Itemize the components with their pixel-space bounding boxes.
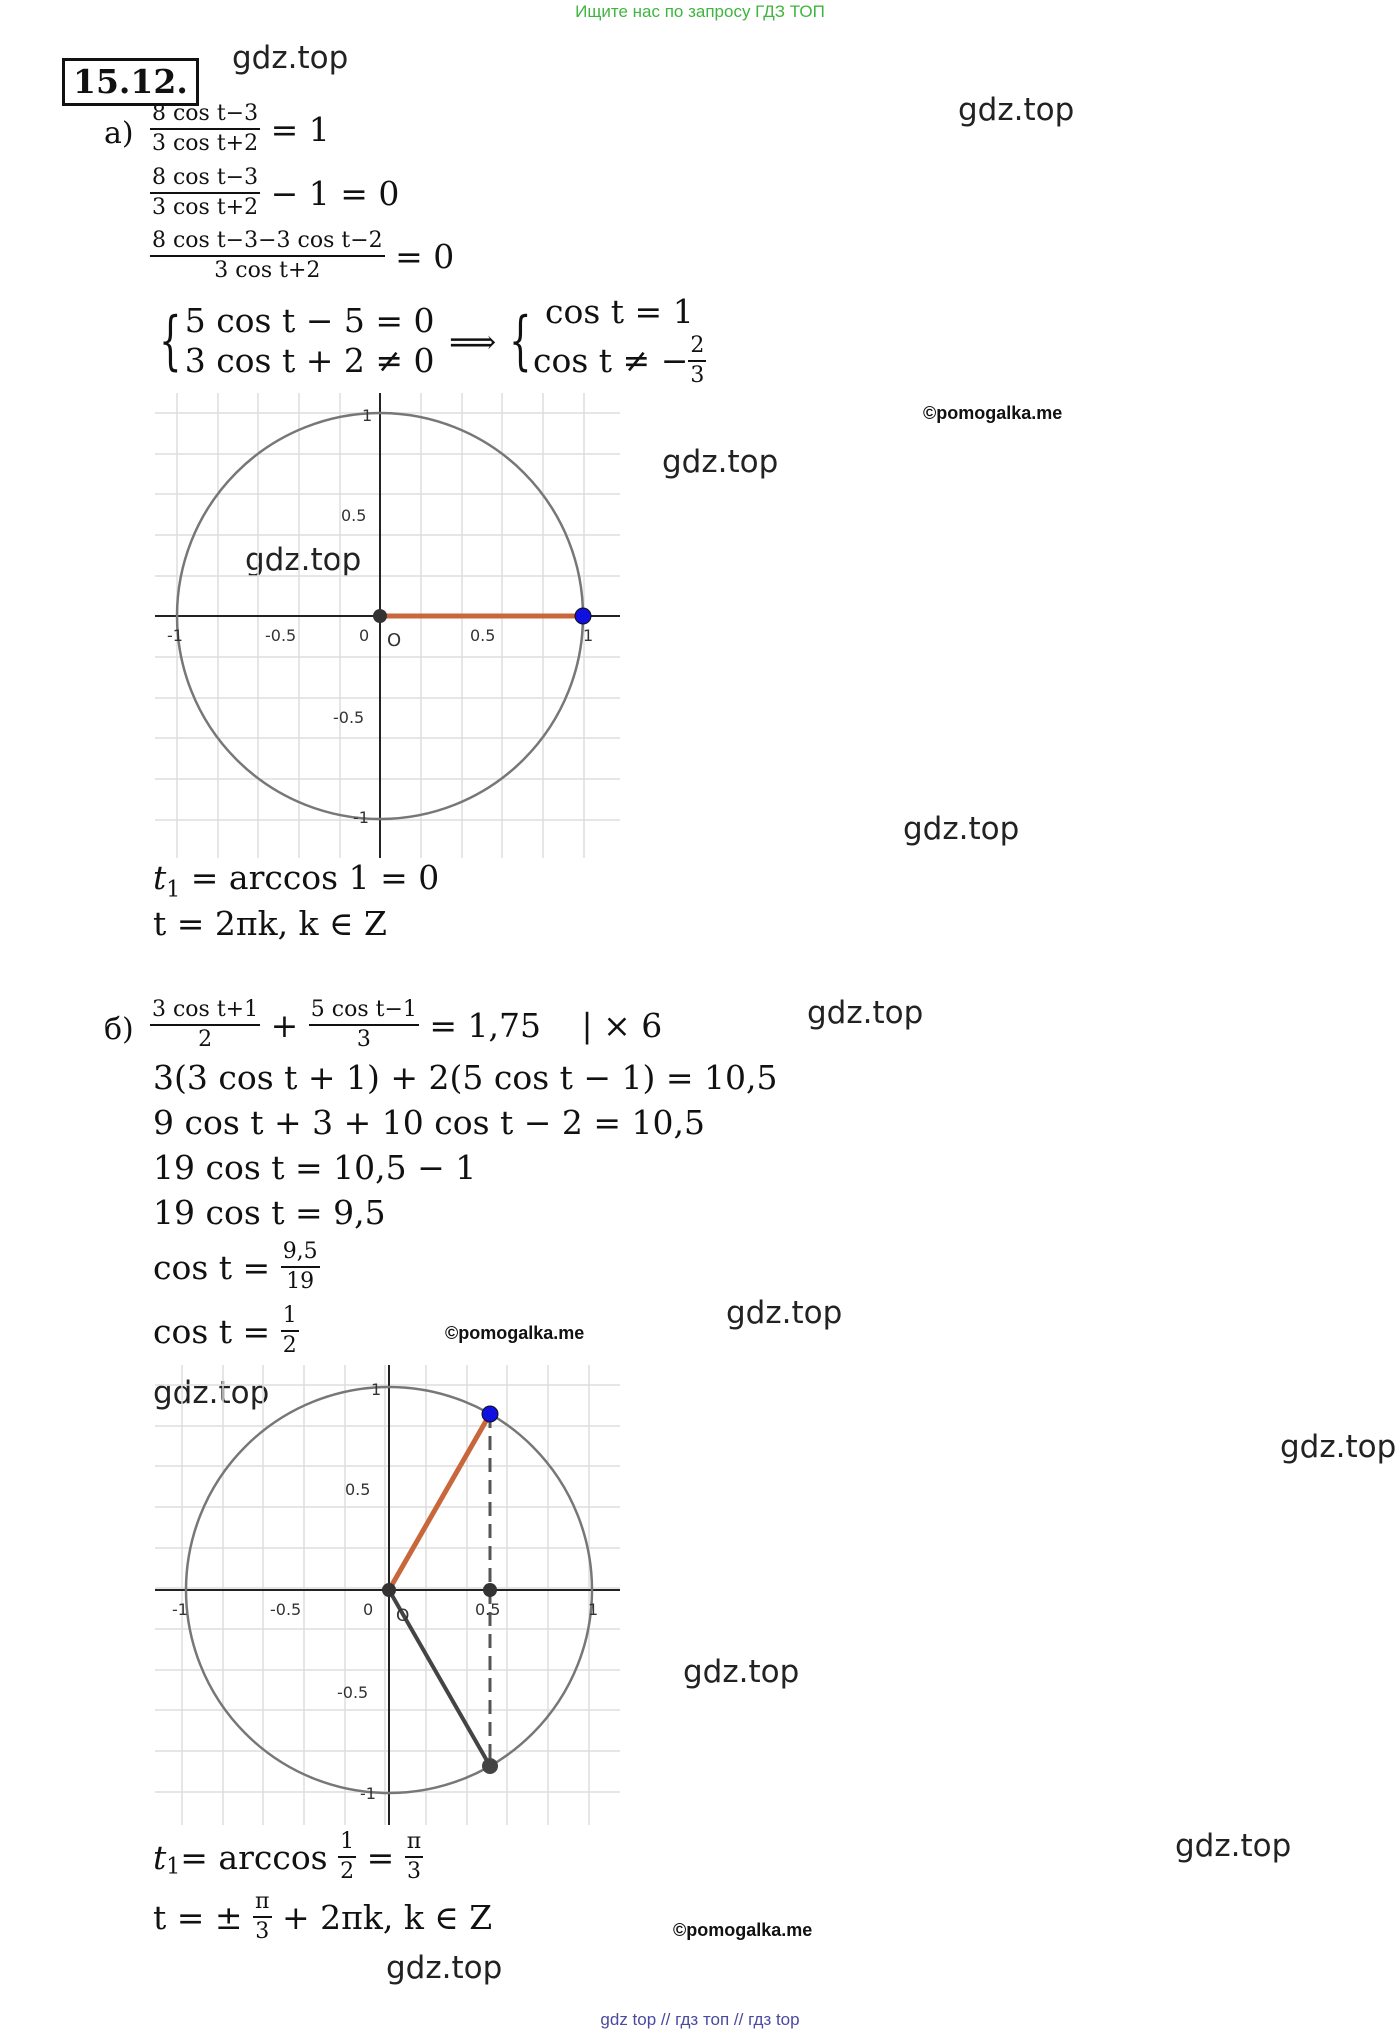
equation-rhs: − 1 = 0 (270, 173, 400, 213)
variable-t: t (153, 858, 167, 897)
arccos-text: = arccos (180, 1837, 328, 1877)
part-a-line-2 (150, 164, 399, 222)
watermark: gdz.top (232, 40, 349, 76)
x-tick-label: 0 (363, 1600, 374, 1619)
part-a-system (150, 292, 706, 390)
part-a-general-solution: t = 2πk, k ∈ Z (153, 904, 387, 943)
y-tick-label: 0.5 (345, 1480, 371, 1499)
brace-left: { (159, 304, 182, 378)
part-a-line-1 (150, 100, 330, 158)
part-b-label: б) (104, 1012, 134, 1047)
t1-value: = arccos 1 = 0 (180, 858, 440, 897)
point-x-half (483, 1583, 497, 1597)
part-b-line-1 (150, 996, 662, 1054)
fraction-denominator: 3 cos t+2 (152, 195, 259, 220)
fraction-numerator: 8 cos t−3 (150, 100, 260, 130)
fraction-numerator: 3 cos t+1 (150, 996, 260, 1026)
origin-label: O (387, 630, 402, 651)
part-a-label: а) (104, 116, 134, 151)
part-b-general-solution (153, 1888, 492, 1946)
general-lhs: t = ± (153, 1897, 243, 1937)
plus-sign: + (270, 1005, 299, 1045)
subscript: 1 (166, 877, 181, 903)
watermark: gdz.top (245, 542, 362, 578)
multiplier-note: | × 6 (581, 1005, 663, 1045)
solution-point (575, 608, 591, 624)
system-eq-4 (533, 332, 706, 390)
part-b-line-3: 9 cos t + 3 + 10 cos t − 2 = 10,5 (153, 1103, 706, 1142)
part-b-line-6 (153, 1238, 320, 1296)
x-tick-label: 0 (359, 626, 370, 645)
fraction-numerator: 8 cos t−3 (150, 164, 260, 194)
part-b-line-5: 19 cos t = 9,5 (153, 1193, 386, 1232)
watermark: gdz.top (662, 444, 779, 480)
problem-number: 15.12. (62, 58, 199, 106)
x-tick-label: -0.5 (270, 1600, 302, 1619)
fraction-numerator: 1 (338, 1828, 356, 1858)
y-tick-label: 1 (371, 1380, 382, 1399)
y-tick-label: -1 (360, 1784, 376, 1803)
x-tick-label: -1 (167, 626, 183, 645)
fraction-denominator: 19 (286, 1269, 315, 1294)
watermark: gdz.top (1175, 1828, 1292, 1864)
variable-t: t (153, 1837, 167, 1877)
x-tick-label: 1 (588, 1600, 599, 1619)
system-eq-1: 5 cos t − 5 = 0 (184, 301, 435, 340)
watermark: gdz.top (386, 1950, 503, 1986)
copyright-label: ©pomogalka.me (923, 403, 1063, 423)
part-a-t1 (153, 858, 439, 903)
x-tick-label: -1 (172, 1600, 188, 1619)
y-tick-label: -1 (353, 808, 369, 827)
origin-point (382, 1583, 396, 1597)
fraction-numerator: 8 cos t−3−3 cos t−2 (150, 227, 385, 257)
y-tick-label: 0.5 (341, 506, 367, 525)
fraction-denominator: 3 cos t+2 (214, 258, 321, 283)
equation-lhs: cos t = (153, 1311, 271, 1351)
bottom-banner-text: gdz top // гдз топ // гдз top (600, 2010, 800, 2029)
subscript: 1 (166, 1854, 181, 1880)
fraction-denominator: 2 (198, 1027, 213, 1052)
part-b-line-2: 3(3 cos t + 1) + 2(5 cos t − 1) = 10,5 (153, 1058, 778, 1097)
equation-lhs: cos t = (153, 1247, 271, 1287)
general-rhs: + 2πk, k ∈ Z (282, 1897, 493, 1937)
fraction-denominator: 3 (407, 1859, 422, 1884)
copyright-label: ©pomogalka.me (673, 1920, 813, 1940)
part-b-t1 (153, 1828, 423, 1886)
fraction-numerator: 5 cos t−1 (309, 996, 419, 1026)
equation-rhs: = 1,75 (429, 1005, 542, 1045)
fraction-denominator: 2 (282, 1333, 297, 1358)
system-eq-3: cos t = 1 (545, 292, 694, 331)
watermark: gdz.top (726, 1295, 843, 1331)
grid-lines (155, 393, 620, 858)
origin-label: O (396, 1606, 410, 1626)
fraction-numerator: 1 (281, 1302, 299, 1332)
watermark: gdz.top (958, 92, 1075, 128)
fraction-denominator: 3 cos t+2 (152, 131, 259, 156)
fraction-numerator: 2 (688, 332, 706, 362)
watermark: gdz.top (1280, 1429, 1397, 1465)
part-b-line-7 (153, 1302, 299, 1360)
copyright-label: ©pomogalka.me (445, 1323, 585, 1343)
watermark: gdz.top (807, 995, 924, 1031)
x-tick-label: 0.5 (475, 1600, 501, 1619)
watermark: gdz.top (153, 1375, 270, 1411)
x-tick-label: -0.5 (265, 626, 297, 645)
y-tick-label: 1 (362, 406, 373, 425)
fraction-numerator: π (405, 1828, 423, 1858)
y-tick-label: -0.5 (333, 708, 365, 727)
radius-segment-upper (389, 1414, 490, 1590)
brace-left: { (509, 304, 532, 378)
solution-point-upper (482, 1406, 498, 1422)
solution-point-lower (482, 1758, 498, 1774)
x-tick-label: 0.5 (470, 626, 496, 645)
inequality-text: cos t ≠ − (533, 341, 689, 380)
equation-rhs: = 0 (395, 236, 455, 276)
x-tick-label: 1 (583, 626, 594, 645)
y-tick-label: -0.5 (337, 1683, 369, 1702)
fraction-denominator: 3 (690, 363, 705, 388)
system-eq-2: 3 cos t + 2 ≠ 0 (184, 341, 435, 380)
fraction-denominator: 3 (255, 1919, 270, 1944)
equation-rhs: = 1 (270, 109, 330, 149)
fraction-numerator: π (253, 1888, 271, 1918)
origin-point (373, 609, 387, 623)
unit-circle-graph-b (155, 1365, 620, 1825)
fraction-numerator: 9,5 (281, 1238, 320, 1268)
top-banner-text: Ищите нас по запросу ГДЗ ТОП (575, 2, 825, 21)
watermark: gdz.top (683, 1654, 800, 1690)
part-b-line-4: 19 cos t = 10,5 − 1 (153, 1148, 477, 1187)
equals-sign: = (366, 1837, 395, 1877)
fraction-denominator: 2 (340, 1859, 355, 1884)
unit-circle-graph-a (155, 393, 620, 858)
part-a-line-3 (150, 227, 454, 285)
implies-symbol: ⟹ (449, 321, 497, 361)
fraction-denominator: 3 (356, 1027, 371, 1052)
watermark: gdz.top (903, 811, 1020, 847)
